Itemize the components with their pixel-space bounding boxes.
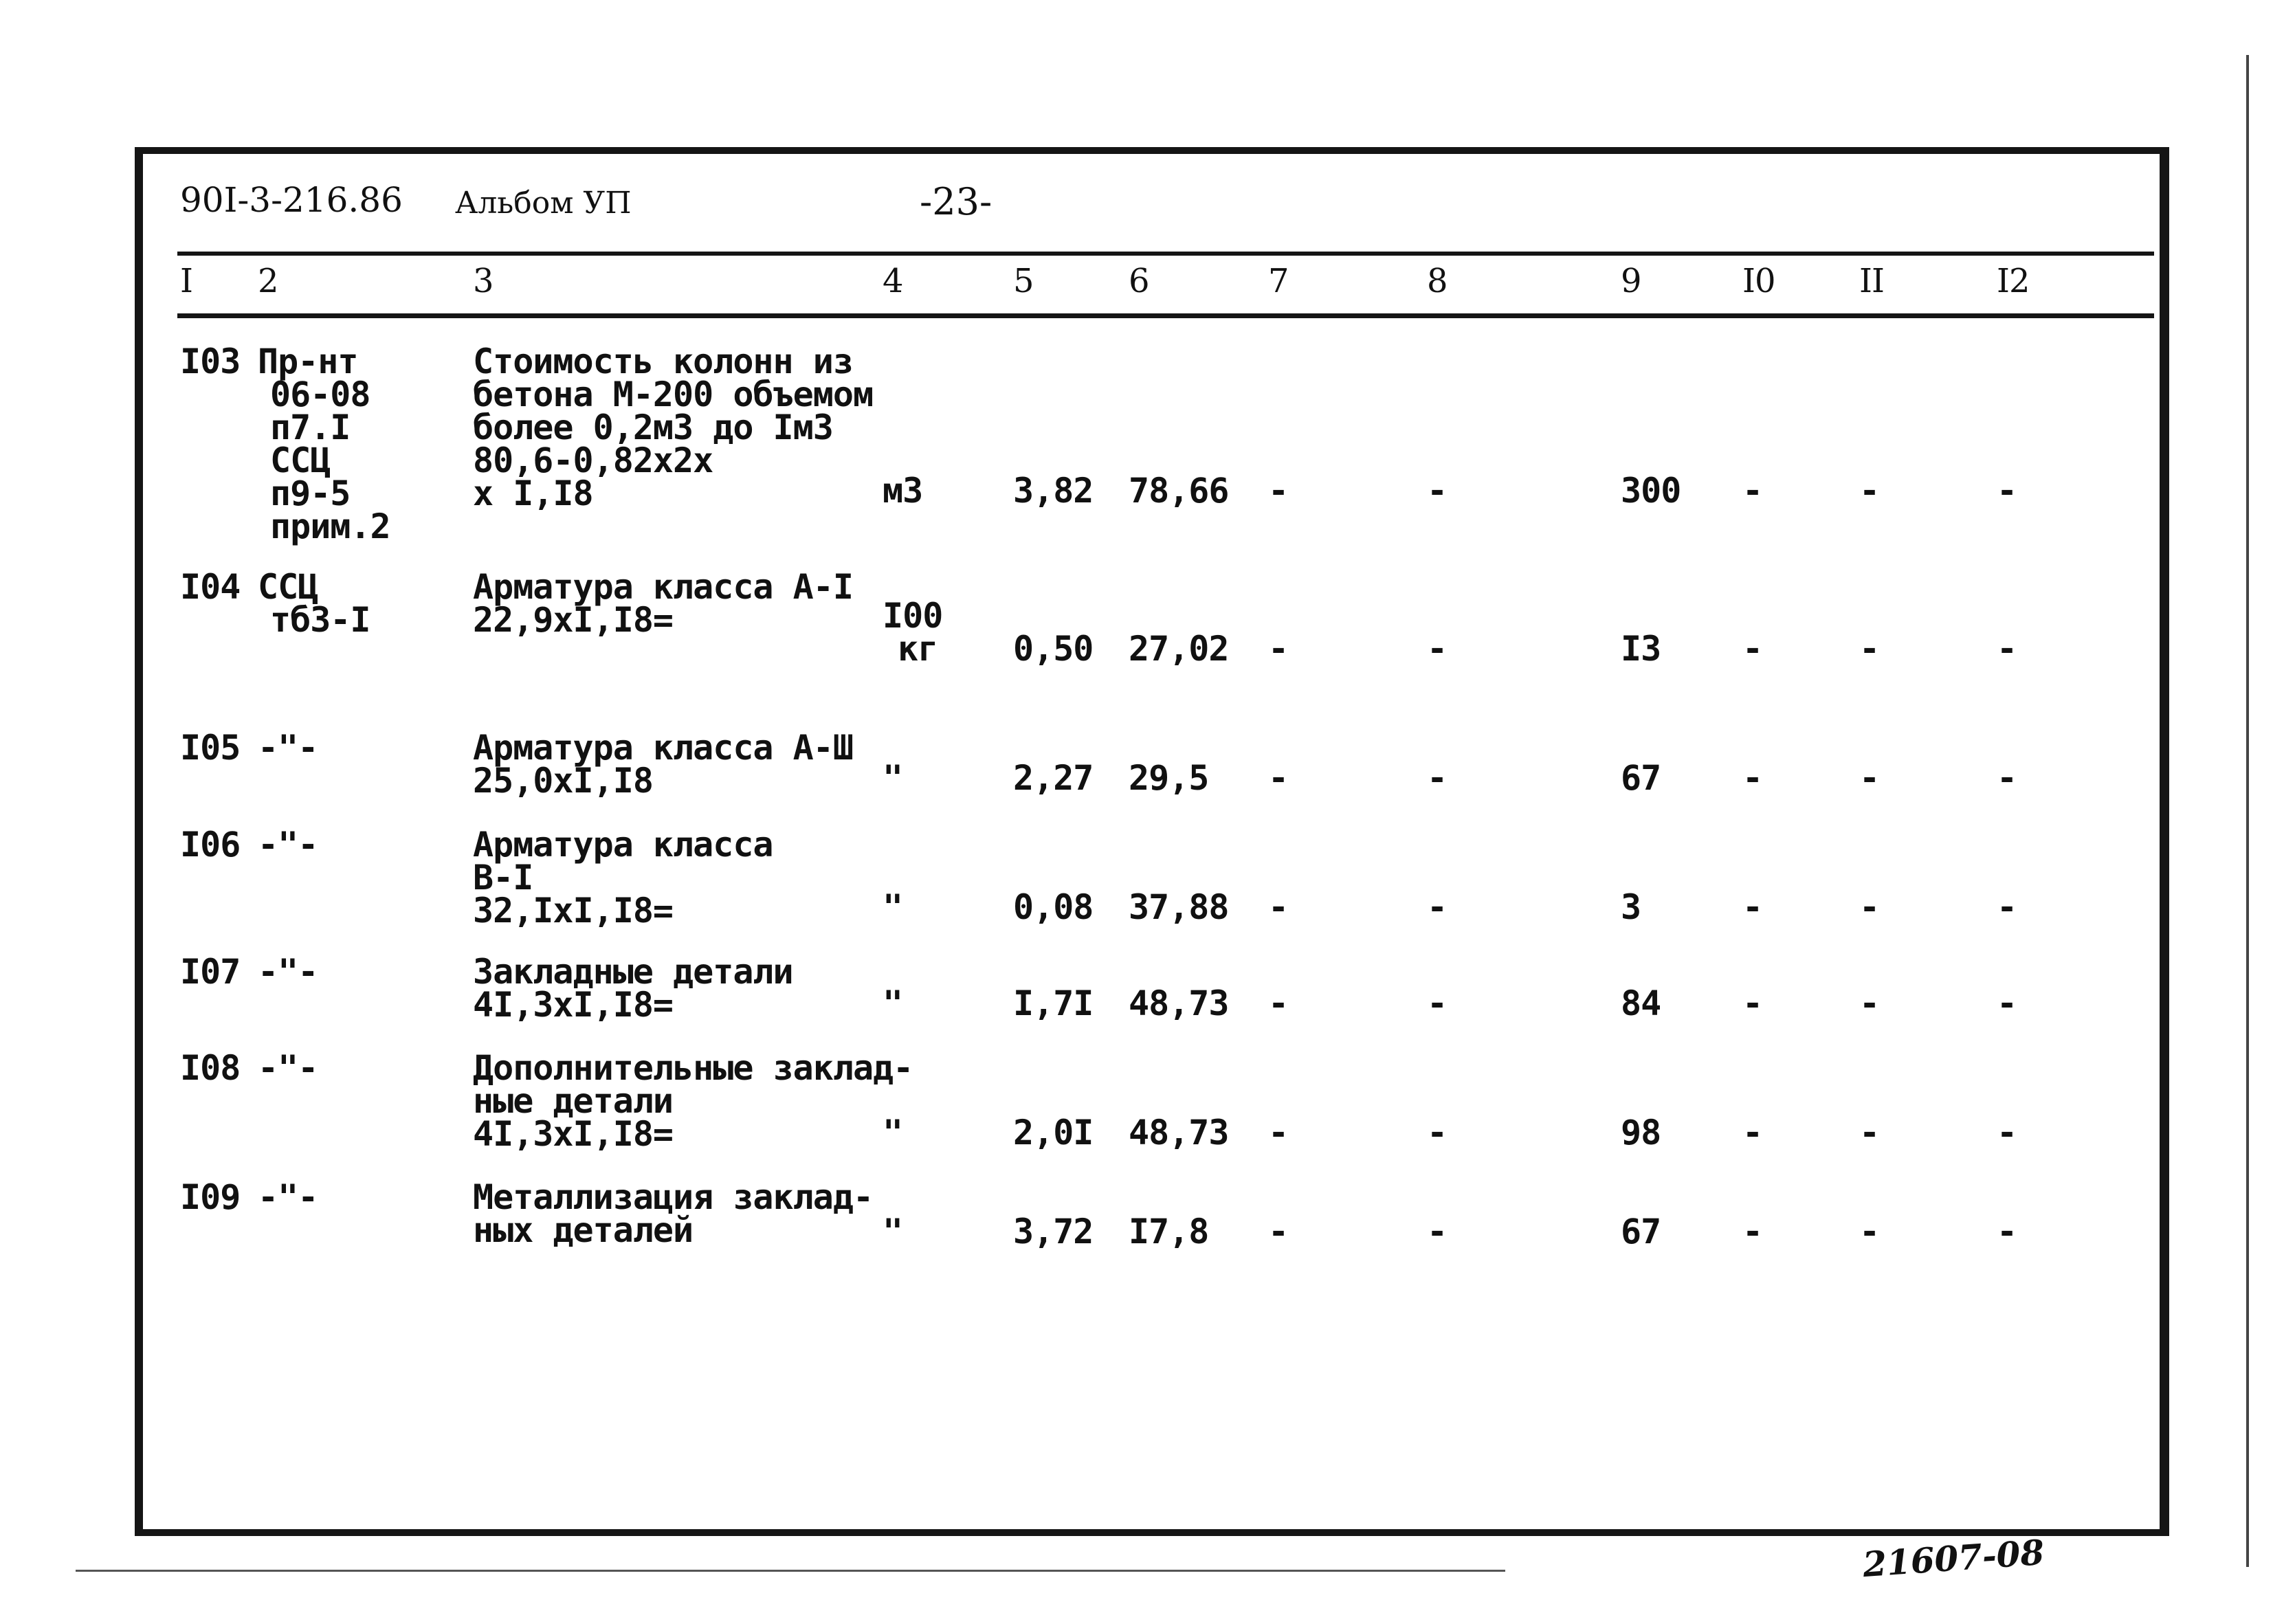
row-description-line: 25,0хI,I8 — [473, 761, 653, 801]
row-col9: 67 — [1621, 1212, 1661, 1252]
album-title: Альбом УП — [455, 186, 632, 221]
row-number: I05 — [180, 728, 241, 768]
row-col8: - — [1427, 629, 1448, 669]
row-description-line: Арматура класса — [473, 825, 773, 865]
document-frame — [135, 147, 2169, 1536]
row-unit: " — [883, 1212, 903, 1252]
row-col12: - — [1997, 983, 2017, 1023]
row-col9: 98 — [1621, 1113, 1661, 1153]
row-basis-line: -"- — [258, 728, 318, 768]
column-number-3: 3 — [473, 262, 494, 300]
row-col11: - — [1859, 983, 1880, 1023]
row-col8: - — [1427, 1113, 1448, 1153]
row-col6: 48,73 — [1129, 983, 1229, 1023]
row-description-line: Дополнительные заклад- — [473, 1048, 913, 1088]
column-number-4: 4 — [883, 262, 903, 300]
row-basis-line: ССЦ — [270, 441, 331, 480]
row-col9: 84 — [1621, 983, 1661, 1023]
row-col6: 48,73 — [1129, 1113, 1229, 1153]
row-col7: - — [1268, 758, 1289, 798]
row-description-line: 32,IхI,I8= — [473, 891, 674, 931]
row-col12: - — [1997, 629, 2017, 669]
row-col12: - — [1997, 1212, 2017, 1252]
row-col12: - — [1997, 1113, 2017, 1153]
row-col8: - — [1427, 758, 1448, 798]
row-description-line: Металлизация заклад- — [473, 1177, 874, 1217]
column-number-1: I — [180, 262, 192, 300]
row-col7: - — [1268, 1212, 1289, 1252]
column-number-7: 7 — [1268, 262, 1289, 300]
row-col10: - — [1742, 1113, 1763, 1153]
row-col12: - — [1997, 471, 2017, 511]
row-description-line: ные детали — [473, 1081, 674, 1121]
column-number-5: 5 — [1013, 262, 1034, 300]
row-description-line: Арматура класса А-I — [473, 567, 853, 607]
row-col5: 3,82 — [1013, 471, 1094, 511]
row-col7: - — [1268, 887, 1289, 927]
row-col7: - — [1268, 983, 1289, 1023]
column-number-6: 6 — [1129, 262, 1149, 300]
row-col7: - — [1268, 471, 1289, 511]
row-col11: - — [1859, 887, 1880, 927]
row-col11: - — [1859, 1113, 1880, 1153]
archive-number: 21607-08 — [1861, 1531, 2046, 1586]
row-col10: - — [1742, 983, 1763, 1023]
row-description-line: более 0,2м3 до Iм3 — [473, 408, 833, 447]
row-col6: I7,8 — [1129, 1212, 1209, 1252]
document-code: 90I-3-216.86 — [180, 180, 403, 220]
row-col11: - — [1859, 471, 1880, 511]
row-col11: - — [1859, 1212, 1880, 1252]
row-col5: I,7I — [1013, 983, 1094, 1023]
row-basis-line: -"- — [258, 1177, 318, 1217]
row-col9: 300 — [1621, 471, 1681, 511]
column-number-8: 8 — [1427, 262, 1448, 300]
header-rule-bottom — [177, 313, 2154, 318]
row-unit: " — [883, 983, 903, 1023]
row-unit: м3 — [883, 471, 923, 511]
row-col8: - — [1427, 471, 1448, 511]
row-basis-line: п9-5 — [270, 474, 351, 513]
row-unit: " — [883, 758, 903, 798]
row-number: I07 — [180, 952, 241, 992]
row-basis-line: -"- — [258, 952, 318, 992]
row-description-line: ных деталей — [473, 1210, 694, 1250]
row-col9: 67 — [1621, 758, 1661, 798]
scan-edge-right — [2246, 55, 2249, 1567]
row-description-line: Арматура класса А-Ш — [473, 728, 853, 768]
row-col5: 0,50 — [1013, 629, 1094, 669]
row-col12: - — [1997, 887, 2017, 927]
column-number-10: I0 — [1742, 262, 1775, 300]
row-basis-line: Пр-нт — [258, 342, 358, 381]
row-col8: - — [1427, 887, 1448, 927]
row-description-line: бетона М-200 объемом — [473, 375, 874, 414]
column-number-12: I2 — [1997, 262, 2030, 300]
row-col5: 2,0I — [1013, 1113, 1094, 1153]
row-unit: I00 — [883, 596, 943, 636]
page-number: -23- — [920, 180, 993, 223]
row-col6: 78,66 — [1129, 471, 1229, 511]
row-col8: - — [1427, 983, 1448, 1023]
row-description-line: 4I,3хI,I8= — [473, 985, 674, 1025]
column-number-11: II — [1859, 262, 1884, 300]
row-description-line: х I,I8 — [473, 474, 593, 513]
row-col5: 0,08 — [1013, 887, 1094, 927]
row-col5: 3,72 — [1013, 1212, 1094, 1252]
row-basis-line: п7.I — [270, 408, 351, 447]
row-col10: - — [1742, 1212, 1763, 1252]
row-col5: 2,27 — [1013, 758, 1094, 798]
row-col8: - — [1427, 1212, 1448, 1252]
header-rule-top — [177, 252, 2154, 256]
row-unit: кг — [898, 629, 938, 669]
row-basis-line: 06-08 — [270, 375, 370, 414]
row-number: I06 — [180, 825, 241, 865]
row-col11: - — [1859, 629, 1880, 669]
row-number: I08 — [180, 1048, 241, 1088]
row-basis-line: тб3-I — [270, 600, 370, 640]
row-col6: 29,5 — [1129, 758, 1209, 798]
row-description-line: Закладные детали — [473, 952, 793, 992]
row-col7: - — [1268, 1113, 1289, 1153]
row-unit: " — [883, 1113, 903, 1153]
row-description-line: 22,9хI,I8= — [473, 600, 674, 640]
row-basis-line: ССЦ — [258, 567, 318, 607]
scan-edge-bottom — [76, 1570, 1505, 1572]
row-col9: I3 — [1621, 629, 1661, 669]
row-col6: 27,02 — [1129, 629, 1229, 669]
row-description-line: 4I,3хI,I8= — [473, 1114, 674, 1154]
row-col10: - — [1742, 758, 1763, 798]
row-number: I04 — [180, 567, 241, 607]
row-col6: 37,88 — [1129, 887, 1229, 927]
row-col7: - — [1268, 629, 1289, 669]
row-col10: - — [1742, 887, 1763, 927]
row-col10: - — [1742, 629, 1763, 669]
row-basis-line: -"- — [258, 1048, 318, 1088]
row-description-line: 80,6-0,82х2х — [473, 441, 713, 480]
row-col11: - — [1859, 758, 1880, 798]
row-description-line: Стоимость колонн из — [473, 342, 853, 381]
column-number-2: 2 — [258, 262, 278, 300]
row-number: I09 — [180, 1177, 241, 1217]
row-number: I03 — [180, 342, 241, 381]
row-col10: - — [1742, 471, 1763, 511]
column-number-9: 9 — [1621, 262, 1641, 300]
row-unit: " — [883, 887, 903, 927]
row-basis-line: прим.2 — [270, 507, 390, 546]
row-col9: 3 — [1621, 887, 1641, 927]
row-description-line: В-I — [473, 858, 533, 898]
row-basis-line: -"- — [258, 825, 318, 865]
row-col12: - — [1997, 758, 2017, 798]
